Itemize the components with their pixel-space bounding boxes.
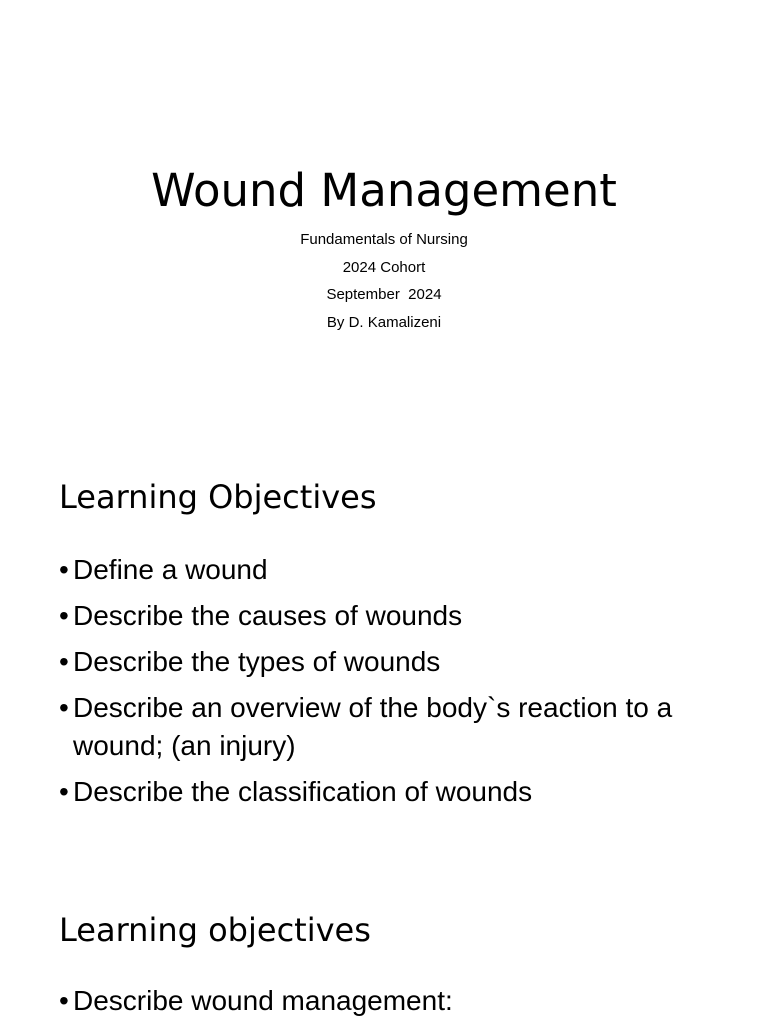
bullet-text: Describe an overview of the body`s reaction to a wound; (an injury) — [73, 692, 673, 761]
bullet-text: Describe the types of wounds — [73, 646, 441, 677]
list-item — [59, 689, 729, 765]
list-item — [59, 551, 729, 589]
subtitle-date: September 2024 — [326, 286, 442, 303]
bullet-icon: • — [59, 600, 69, 631]
subtitle-course: Fundamentals of Nursing — [300, 231, 468, 248]
bullet-icon: • — [59, 985, 69, 1016]
bullet-icon: • — [59, 776, 69, 807]
slide-title: Wound Management — [151, 164, 617, 217]
objectives-heading-2: Learning objectives — [59, 911, 371, 949]
list-item — [59, 643, 729, 681]
bullet-text: Describe wound management: — [73, 985, 453, 1016]
objectives-list — [59, 551, 729, 819]
list-item — [59, 597, 729, 635]
bullet-text: Describe the classification of wounds — [73, 776, 533, 807]
bullet-icon: • — [59, 692, 69, 723]
subtitle-cohort: 2024 Cohort — [342, 258, 426, 276]
objectives-heading: Learning Objectives — [59, 478, 377, 516]
bullet-text: Define a wound — [73, 554, 268, 585]
objectives-list-2 — [59, 982, 729, 1028]
bullet-icon: • — [59, 646, 69, 677]
list-item — [59, 773, 729, 811]
bullet-text: Describe the causes of wounds — [73, 600, 463, 631]
subtitle-block — [0, 226, 768, 336]
subtitle-author: By D. Kamalizeni — [326, 313, 442, 331]
list-item — [59, 982, 729, 1020]
bullet-icon: • — [59, 554, 69, 585]
